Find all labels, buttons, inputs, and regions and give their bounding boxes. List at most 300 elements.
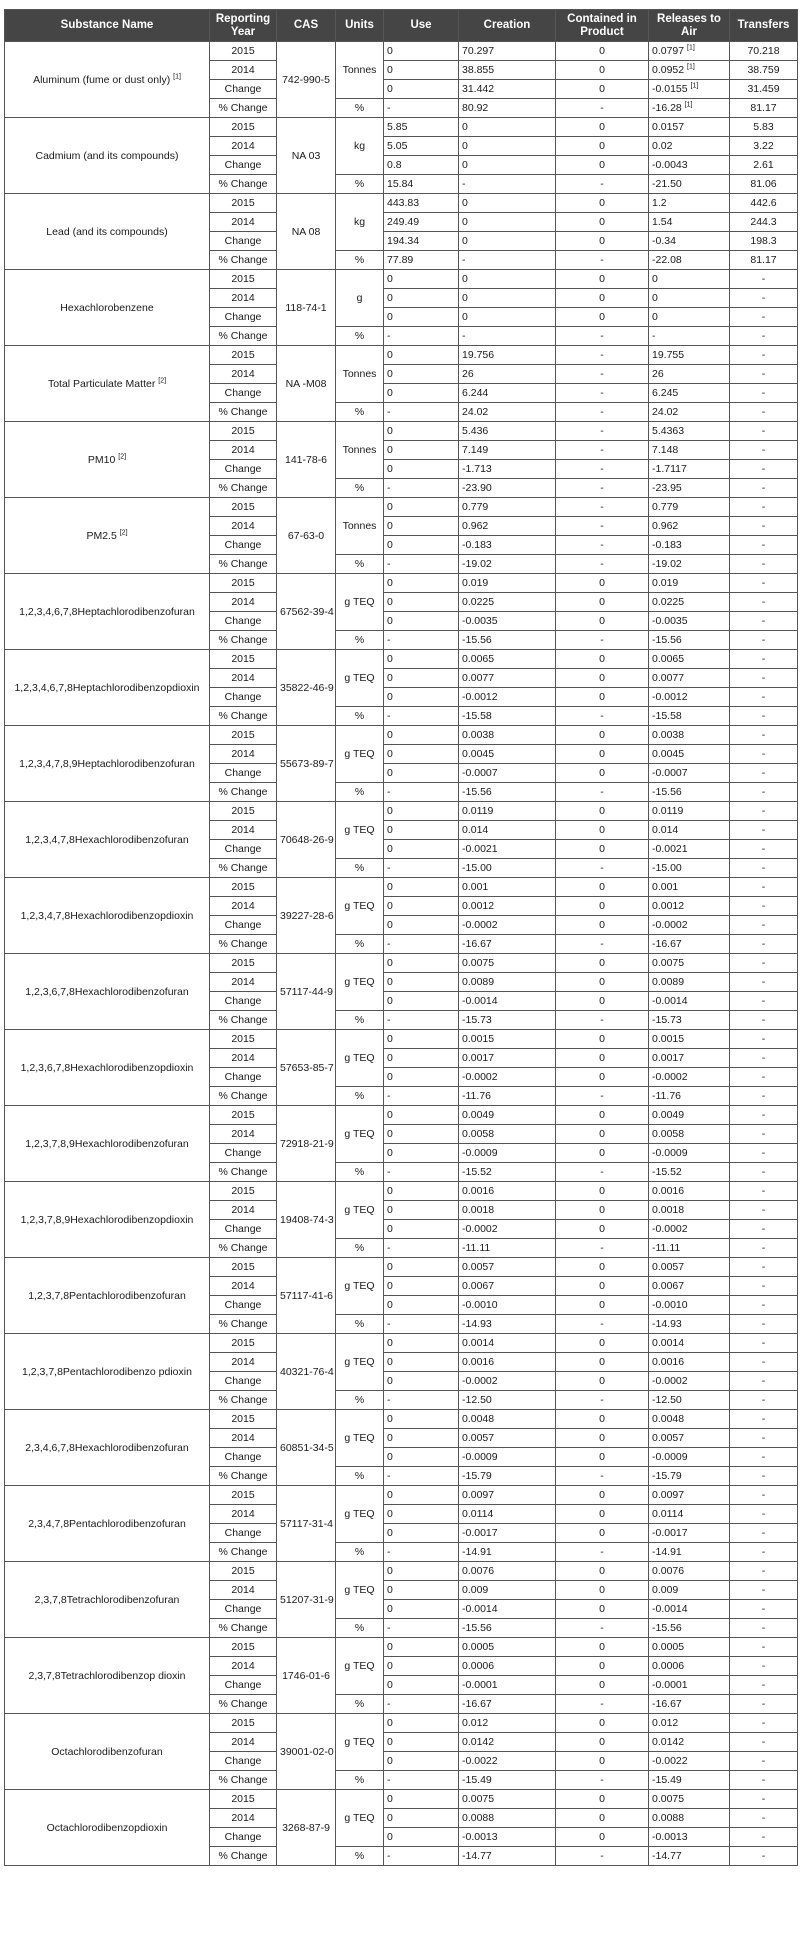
cas-number: [277, 270, 336, 346]
contained-cell: [556, 1296, 649, 1315]
contained-cell-text: -: [600, 406, 604, 418]
use-cell: [384, 1315, 459, 1334]
unit-cell: [336, 1334, 384, 1391]
unit-cell-text: g TEQ: [344, 976, 375, 988]
cas-number-text: 19408-74-3: [280, 1213, 334, 1226]
creation-cell-text: -11.11: [462, 1242, 491, 1254]
contained-cell-text: -: [600, 463, 604, 475]
creation-cell-text: -15.58: [462, 710, 492, 722]
reporting-year-cell: [210, 669, 277, 688]
contained-cell: [556, 1068, 649, 1087]
creation-cell-text: 0: [462, 140, 468, 152]
creation-cell: [459, 1828, 556, 1847]
releases-cell: [649, 1125, 730, 1144]
creation-cell: [459, 1258, 556, 1277]
contained-cell-text: 0: [599, 1451, 605, 1463]
releases-cell: [649, 1524, 730, 1543]
reporting-year-cell: [210, 1828, 277, 1847]
creation-cell: [459, 232, 556, 251]
contained-cell-text: 0: [599, 1508, 605, 1520]
creation-cell: [459, 1714, 556, 1733]
cas-number-text: 118-74-1: [285, 301, 327, 314]
releases-cell: [649, 1809, 730, 1828]
reporting-year-cell: [210, 783, 277, 802]
transfers-cell: [730, 1201, 798, 1220]
substance-name-text: 1,2,3,4,6,7,8Heptachlorodibenzofuran: [19, 605, 195, 618]
use-cell-text: 0: [387, 653, 393, 665]
substance-name-text: 1,2,3,7,8,9Hexachlorodibenzofuran: [25, 1137, 189, 1150]
use-cell: [384, 422, 459, 441]
contained-cell-text: 0: [599, 292, 605, 304]
transfers-cell: [730, 251, 798, 270]
reporting-year-cell: [210, 1600, 277, 1619]
use-cell-text: 0: [387, 767, 393, 779]
releases-cell: [649, 213, 730, 232]
creation-cell-text: 0.0017: [462, 1052, 495, 1064]
transfers-cell: [730, 1106, 798, 1125]
creation-cell-text: 0: [462, 292, 468, 304]
percent-unit-cell: [336, 99, 384, 118]
reporting-year-cell-text: 2014: [231, 596, 255, 608]
transfers-cell: [730, 175, 798, 194]
use-cell: [384, 1828, 459, 1847]
use-cell-text: -: [387, 1698, 391, 1710]
substance-name: [5, 1182, 210, 1258]
releases-cell-text: 0.0076: [652, 1565, 685, 1577]
reporting-year-cell-text: % Change: [218, 1774, 268, 1786]
creation-cell: [459, 555, 556, 574]
use-cell: [384, 175, 459, 194]
use-cell: [384, 327, 459, 346]
creation-cell: [459, 99, 556, 118]
substance-name: [5, 498, 210, 574]
transfers-cell: [730, 1429, 798, 1448]
contained-cell: [556, 802, 649, 821]
unit-cell-text: g TEQ: [344, 900, 375, 912]
cas-number-text: 67562-39-4: [280, 605, 334, 618]
use-cell-text: -: [387, 1242, 391, 1254]
creation-cell-text: 0.0014: [462, 1337, 495, 1349]
reporting-year-cell: [210, 384, 277, 403]
creation-cell: [459, 1296, 556, 1315]
reporting-year-cell: [210, 1372, 277, 1391]
releases-cell: [649, 897, 730, 916]
creation-cell-text: 7.149: [462, 444, 489, 456]
creation-cell-text: -0.0013: [462, 1831, 498, 1843]
unit-cell-text: kg: [353, 216, 366, 228]
reporting-year-cell: [210, 1353, 277, 1372]
table-row: [5, 1030, 798, 1049]
use-cell: [384, 1334, 459, 1353]
substance-name-text: PM10: [87, 453, 116, 466]
transfers-cell: [730, 764, 798, 783]
cas-number-text: NA 03: [291, 149, 321, 162]
releases-cell-text: 19.755: [652, 349, 685, 361]
contained-cell-text: 0: [599, 767, 605, 779]
transfers-cell: [730, 289, 798, 308]
creation-cell: [459, 726, 556, 745]
header-creation: Creation: [459, 10, 556, 42]
substance-name-text: PM2.5: [86, 529, 117, 542]
use-cell-text: -: [387, 634, 391, 646]
releases-cell: [649, 1638, 730, 1657]
releases-cell-text: -15.56: [652, 786, 682, 798]
use-cell: [384, 707, 459, 726]
contained-cell: [556, 1600, 649, 1619]
releases-cell: [649, 726, 730, 745]
table-row: [5, 954, 798, 973]
creation-cell-text: 31.442: [462, 83, 495, 95]
reporting-year-cell: [210, 574, 277, 593]
contained-cell: [556, 973, 649, 992]
reporting-year-cell-text: 2014: [231, 900, 255, 912]
releases-cell-text: 0.014: [652, 824, 679, 836]
contained-cell: [556, 1258, 649, 1277]
reporting-year-cell-text: 2015: [231, 1337, 255, 1349]
releases-cell: [649, 1144, 730, 1163]
releases-cell-text: -0.183: [652, 539, 682, 551]
creation-cell-text: -0.0002: [462, 1375, 498, 1387]
use-cell-text: 0: [387, 1679, 393, 1691]
reporting-year-cell-text: Change: [224, 1375, 262, 1387]
releases-cell-text: -12.50: [652, 1394, 682, 1406]
creation-cell-text: 0: [462, 273, 468, 285]
table-row: [5, 574, 798, 593]
header-row: [5, 10, 798, 42]
unit-cell-text: g TEQ: [344, 1660, 375, 1672]
use-cell: [384, 1448, 459, 1467]
releases-cell: [649, 1239, 730, 1258]
creation-cell-text: 0.0038: [462, 729, 495, 741]
creation-cell-text: -15.00: [462, 862, 492, 874]
reporting-year-cell: [210, 1524, 277, 1543]
releases-cell-text: 0.0952: [652, 64, 685, 76]
creation-cell-text: -15.49: [462, 1774, 492, 1786]
contained-cell-text: 0: [599, 900, 605, 912]
releases-cell-text: -16.67: [652, 938, 682, 950]
creation-cell-text: -: [462, 254, 466, 266]
transfers-cell: [730, 1144, 798, 1163]
transfers-cell: [730, 783, 798, 802]
reporting-year-cell: [210, 916, 277, 935]
releases-cell: [649, 783, 730, 802]
creation-cell-text: -15.73: [462, 1014, 492, 1026]
releases-cell: [649, 764, 730, 783]
substance-name: [5, 1334, 210, 1410]
releases-cell: [649, 1030, 730, 1049]
transfers-cell-text: -: [761, 292, 766, 304]
transfers-cell: [730, 479, 798, 498]
percent-unit-cell-text: %: [354, 330, 365, 342]
reporting-year-cell-text: Change: [224, 691, 262, 703]
transfers-cell-text: -: [761, 919, 766, 931]
reporting-year-cell: [210, 1296, 277, 1315]
transfers-cell-text: -: [761, 1831, 766, 1843]
reporting-year-cell: [210, 479, 277, 498]
creation-cell-text: 0: [462, 159, 468, 171]
substance-name: [5, 422, 210, 498]
creation-cell: [459, 1372, 556, 1391]
contained-cell: [556, 175, 649, 194]
releases-cell: [649, 1410, 730, 1429]
releases-cell: [649, 1828, 730, 1847]
contained-cell-text: -: [600, 938, 604, 950]
reporting-year-cell: [210, 1239, 277, 1258]
creation-cell-text: 0.0049: [462, 1109, 495, 1121]
creation-cell-text: -16.67: [462, 938, 492, 950]
transfers-cell: [730, 1182, 798, 1201]
contained-cell-text: 0: [599, 1261, 605, 1273]
releases-cell: [649, 1790, 730, 1809]
transfers-cell: [730, 859, 798, 878]
reporting-year-cell-text: 2015: [231, 1717, 255, 1729]
reporting-year-cell-text: % Change: [218, 862, 268, 874]
transfers-cell-text: 81.06: [750, 178, 777, 190]
creation-cell: [459, 308, 556, 327]
contained-cell-text: -: [600, 1850, 604, 1862]
creation-cell-text: -0.0014: [462, 1603, 498, 1615]
releases-cell: [649, 175, 730, 194]
cas-number-text: 40321-76-4: [280, 1365, 334, 1378]
header-releases-to-air: Releases to Air: [649, 10, 730, 42]
reporting-year-cell: [210, 992, 277, 1011]
reporting-year-cell: [210, 1752, 277, 1771]
contained-cell: [556, 1163, 649, 1182]
releases-cell: [649, 859, 730, 878]
use-cell: [384, 1220, 459, 1239]
substance-name: [5, 1106, 210, 1182]
percent-unit-cell-text: %: [354, 1318, 365, 1330]
use-cell-text: 0: [387, 1185, 393, 1197]
creation-cell: [459, 1182, 556, 1201]
unit-cell: [336, 1030, 384, 1087]
creation-cell: [459, 1790, 556, 1809]
reporting-year-cell: [210, 1011, 277, 1030]
transfers-cell-text: -: [761, 995, 766, 1007]
transfers-cell-text: -: [761, 482, 766, 494]
transfers-cell: [730, 1676, 798, 1695]
percent-unit-cell: [336, 251, 384, 270]
releases-cell: [649, 270, 730, 289]
creation-cell: [459, 1429, 556, 1448]
transfers-cell-text: -: [761, 691, 766, 703]
cas-number-text: 67-63-0: [287, 529, 325, 542]
releases-footnote: [1]: [684, 101, 693, 109]
reporting-year-cell-text: % Change: [218, 1166, 268, 1178]
transfers-cell: [730, 1410, 798, 1429]
creation-cell-text: -: [462, 178, 466, 190]
transfers-cell-text: -: [761, 805, 766, 817]
contained-cell-text: -: [600, 1166, 604, 1178]
reporting-year-cell: [210, 213, 277, 232]
releases-cell-text: 0: [652, 273, 658, 285]
creation-cell: [459, 213, 556, 232]
transfers-cell: [730, 1657, 798, 1676]
creation-cell-text: 0.0114: [462, 1508, 494, 1520]
releases-cell-text: 0.0797: [652, 45, 685, 57]
transfers-cell: [730, 384, 798, 403]
use-cell: [384, 308, 459, 327]
reporting-year-cell-text: Change: [224, 995, 262, 1007]
unit-cell-text: g TEQ: [344, 1052, 375, 1064]
transfers-cell-text: -: [761, 1565, 766, 1577]
contained-cell: [556, 1429, 649, 1448]
use-cell: [384, 1505, 459, 1524]
creation-cell-text: -0.0014: [462, 995, 498, 1007]
contained-cell-text: 0: [599, 1489, 605, 1501]
releases-cell-text: -0.0007: [652, 767, 688, 779]
use-cell-text: 5.85: [387, 121, 408, 133]
use-cell-text: 0: [387, 273, 393, 285]
substance-name-text: 1,2,3,4,6,7,8Heptachlorodibenzopdioxin: [14, 681, 200, 694]
use-cell-text: 0: [387, 881, 393, 893]
contained-cell: [556, 555, 649, 574]
transfers-cell: [730, 650, 798, 669]
contained-cell: [556, 1391, 649, 1410]
releases-cell-text: 0.0014: [652, 1337, 685, 1349]
contained-cell-text: -: [600, 368, 604, 380]
creation-cell-text: 0.0015: [462, 1033, 495, 1045]
creation-cell: [459, 346, 556, 365]
contained-cell-text: 0: [599, 159, 605, 171]
reporting-year-cell-text: Change: [224, 1679, 262, 1691]
releases-cell: [649, 118, 730, 137]
use-cell-text: -: [387, 1318, 391, 1330]
transfers-cell-text: -: [761, 1071, 766, 1083]
use-cell: [384, 954, 459, 973]
creation-cell: [459, 289, 556, 308]
reporting-year-cell-text: 2014: [231, 1204, 255, 1216]
transfers-cell: [730, 422, 798, 441]
transfers-cell-text: -: [761, 1489, 766, 1501]
contained-cell-text: 0: [599, 1432, 605, 1444]
table-row: [5, 1334, 798, 1353]
reporting-year-cell-text: Change: [224, 1755, 262, 1767]
use-cell: [384, 289, 459, 308]
creation-cell-text: 0.0018: [462, 1204, 495, 1216]
creation-cell-text: 70.297: [462, 45, 495, 57]
releases-cell-text: -0.0002: [652, 919, 688, 931]
percent-unit-cell-text: %: [354, 862, 365, 874]
reporting-year-cell-text: 2014: [231, 368, 255, 380]
reporting-year-cell-text: 2014: [231, 216, 255, 228]
unit-cell: [336, 118, 384, 175]
contained-cell-text: -: [600, 558, 604, 570]
contained-cell: [556, 726, 649, 745]
reporting-year-cell-text: 2015: [231, 1641, 255, 1653]
transfers-cell-text: -: [761, 406, 766, 418]
table-row: [5, 194, 798, 213]
releases-cell: [649, 821, 730, 840]
transfers-cell-text: -: [761, 273, 766, 285]
use-cell: [384, 1562, 459, 1581]
transfers-cell-text: -: [761, 1413, 766, 1425]
reporting-year-cell-text: Change: [224, 1527, 262, 1539]
use-cell: [384, 1467, 459, 1486]
transfers-cell-text: -: [761, 1432, 766, 1444]
transfers-cell-text: -: [761, 520, 766, 532]
transfers-cell-text: -: [761, 1318, 766, 1330]
transfers-cell-text: -: [761, 444, 766, 456]
use-cell-text: 0: [387, 1147, 393, 1159]
use-cell: [384, 688, 459, 707]
unit-cell: [336, 1182, 384, 1239]
transfers-cell-text: -: [761, 881, 766, 893]
cas-number: [277, 1030, 336, 1106]
contained-cell: [556, 403, 649, 422]
reporting-year-cell: [210, 1638, 277, 1657]
transfers-cell: [730, 1733, 798, 1752]
transfers-cell: [730, 1600, 798, 1619]
reporting-year-cell: [210, 1429, 277, 1448]
transfers-cell: [730, 1125, 798, 1144]
contained-cell-text: 0: [599, 45, 605, 57]
use-cell-text: 0: [387, 1432, 393, 1444]
transfers-cell: [730, 897, 798, 916]
creation-cell-text: 0.0097: [462, 1489, 495, 1501]
contained-cell: [556, 346, 649, 365]
transfers-cell: [730, 631, 798, 650]
use-cell: [384, 1809, 459, 1828]
transfers-cell-text: 3.22: [753, 140, 774, 152]
releases-cell-text: -15.52: [652, 1166, 682, 1178]
creation-cell: [459, 650, 556, 669]
reporting-year-cell: [210, 403, 277, 422]
unit-cell-text: g TEQ: [344, 748, 375, 760]
substance-name: [5, 1790, 210, 1866]
transfers-cell-text: -: [761, 1147, 766, 1159]
contained-cell-text: 0: [599, 672, 605, 684]
creation-cell: [459, 764, 556, 783]
creation-cell-text: -15.56: [462, 1622, 492, 1634]
contained-cell-text: 0: [599, 1071, 605, 1083]
substance-name-text: 2,3,7,8Tetrachlorodibenzofuran: [34, 1593, 180, 1606]
unit-cell-text: g TEQ: [344, 1736, 375, 1748]
releases-cell-text: 0.0225: [652, 596, 685, 608]
percent-unit-cell: [336, 707, 384, 726]
reporting-year-cell: [210, 289, 277, 308]
contained-cell-text: 0: [599, 596, 605, 608]
transfers-cell-text: 31.459: [747, 83, 780, 95]
unit-cell: [336, 1258, 384, 1315]
creation-cell-text: 0.014: [462, 824, 489, 836]
contained-cell: [556, 1277, 649, 1296]
reporting-year-cell-text: Change: [224, 159, 262, 171]
contained-cell: [556, 821, 649, 840]
use-cell: [384, 517, 459, 536]
reporting-year-cell-text: % Change: [218, 178, 268, 190]
contained-cell-text: 0: [599, 1109, 605, 1121]
contained-cell: [556, 232, 649, 251]
reporting-year-cell: [210, 1619, 277, 1638]
creation-cell: [459, 175, 556, 194]
creation-cell-text: 0: [462, 216, 468, 228]
substance-rows: [5, 42, 798, 1866]
releases-cell: [649, 1448, 730, 1467]
reporting-year-cell: [210, 1505, 277, 1524]
creation-cell: [459, 612, 556, 631]
releases-cell-text: -16.67: [652, 1698, 682, 1710]
creation-cell-text: 0.0006: [462, 1660, 495, 1672]
use-cell-text: -: [387, 938, 391, 950]
transfers-cell-text: -: [761, 1014, 766, 1026]
use-cell: [384, 80, 459, 99]
reporting-year-cell: [210, 650, 277, 669]
use-cell-text: -: [387, 1090, 391, 1102]
use-cell: [384, 403, 459, 422]
releases-cell-text: -19.02: [652, 558, 682, 570]
use-cell-text: 0: [387, 1071, 393, 1083]
